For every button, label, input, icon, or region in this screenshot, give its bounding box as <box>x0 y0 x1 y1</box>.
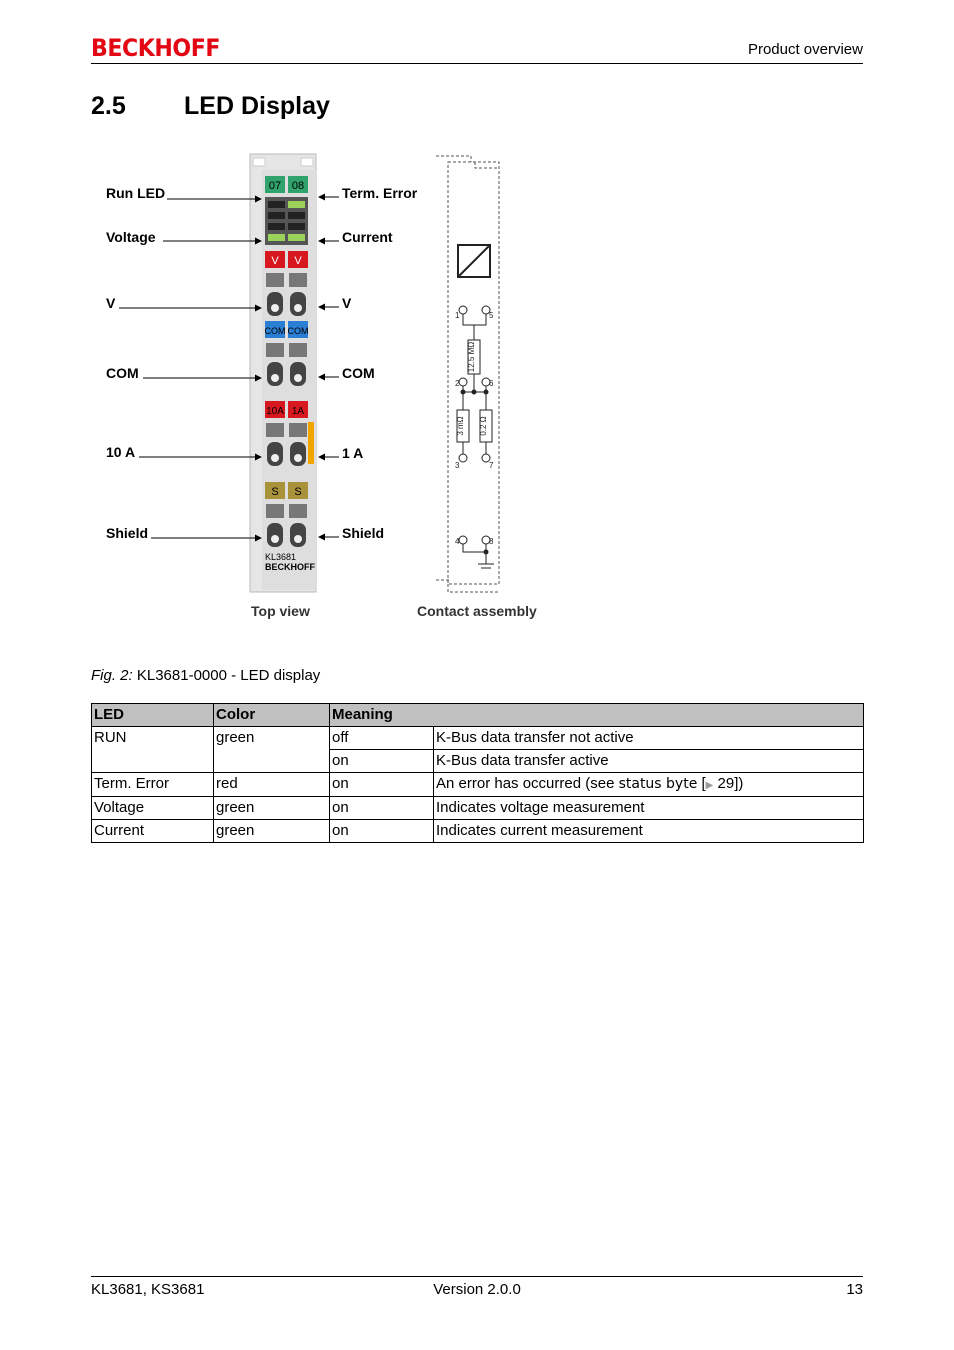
page-title <box>91 92 330 121</box>
pin-2-label: 2 <box>455 379 460 388</box>
marker-com-left: COM <box>264 326 286 336</box>
pin-8-label: 8 <box>489 537 494 546</box>
table-row <box>92 820 864 843</box>
cell-meaning: Indicates voltage measurement <box>434 797 864 820</box>
terminal-diagram <box>91 140 571 640</box>
beckhoff-logo: BECKHOFF <box>91 34 220 62</box>
led-label-08: 08 <box>291 180 305 192</box>
led-table <box>91 703 864 843</box>
label-v-right: V <box>342 295 352 311</box>
label-1a: 1 A <box>342 445 364 461</box>
meaning-text-pre: An error has occurred (see <box>436 775 619 792</box>
table-row <box>92 797 864 820</box>
label-shield-right: Shield <box>342 525 385 541</box>
section-number: 2.5 <box>91 92 126 120</box>
cell-state: on <box>330 820 434 843</box>
label-voltage: Voltage <box>106 229 156 245</box>
page-ref-open: [ <box>701 775 706 792</box>
cell-meaning: K-Bus data transfer active <box>434 750 864 773</box>
marker-s-left: S <box>271 486 279 498</box>
label-com-right: COM <box>342 365 375 381</box>
right-callouts <box>319 185 418 541</box>
pin-5-label: 5 <box>489 311 494 320</box>
header-section-title: Product overview <box>747 41 863 58</box>
resistor-0r2-label: 0.2 Ω <box>479 416 488 436</box>
led-label-07: 07 <box>268 180 282 192</box>
marker-v-left: V <box>271 255 279 267</box>
meaning-text-post: ) <box>738 775 744 792</box>
cell-meaning: Indicates current measurement <box>434 820 864 843</box>
pin-6-label: 6 <box>489 379 494 388</box>
header-meaning: Meaning <box>330 704 864 727</box>
cell-color: green <box>214 820 330 843</box>
pin-7-label: 7 <box>489 461 494 470</box>
label-run-led: Run LED <box>106 185 166 201</box>
footer-product: KL3681, KS3681 <box>91 1281 205 1298</box>
cell-led: RUN <box>92 727 214 773</box>
pin-1-label: 1 <box>455 311 460 320</box>
status-byte-link[interactable]: status byte <box>618 776 698 792</box>
page-ref-arrow-icon: ▶ <box>705 780 714 791</box>
pin-4-label: 4 <box>455 537 460 546</box>
marker-1a: 1A <box>291 406 305 417</box>
cell-state: on <box>330 773 434 797</box>
label-com-left: COM <box>106 365 139 381</box>
figure-caption <box>91 667 320 684</box>
cell-meaning: K-Bus data transfer not active <box>434 727 864 750</box>
contact-assembly <box>436 156 499 592</box>
pin-3-label: 3 <box>455 461 460 470</box>
header-color: Color <box>214 704 330 727</box>
cell-meaning <box>434 773 864 797</box>
cell-led: Current <box>92 820 214 843</box>
header-led: LED <box>92 704 214 727</box>
cell-led: Voltage <box>92 797 214 820</box>
marker-com-right: COM <box>287 326 309 336</box>
cell-state: on <box>330 797 434 820</box>
marker-s-right: S <box>294 486 302 498</box>
label-term-error: Term. Error <box>342 185 418 201</box>
section-heading: LED Display <box>184 92 330 120</box>
header-divider <box>91 63 863 64</box>
resistor-3mohm-label: 3 mΩ <box>456 416 465 436</box>
marker-10a: 10A <box>266 406 284 417</box>
marker-v-right: V <box>294 255 302 267</box>
cell-led: Term. Error <box>92 773 214 797</box>
device-model-label: KL3681 <box>265 552 297 562</box>
label-v-left: V <box>106 295 116 311</box>
page-ref-number[interactable]: 29] <box>713 775 739 792</box>
led-display-figure <box>91 140 571 640</box>
figure-caption-text: KL3681-0000 - LED display <box>136 667 321 684</box>
page-number: 13 <box>846 1281 863 1298</box>
resistor-12m5-label: 12.5 MΩ <box>467 341 476 373</box>
top-view-label: Top view <box>251 603 310 619</box>
table-row <box>92 727 864 750</box>
cell-color: red <box>214 773 330 797</box>
figure-number: Fig. 2: <box>91 667 133 684</box>
cell-state: off <box>330 727 434 750</box>
cell-state: on <box>330 750 434 773</box>
cell-color: green <box>214 727 330 773</box>
table-row <box>92 773 864 797</box>
contact-assembly-label: Contact assembly <box>417 603 537 619</box>
cell-color: green <box>214 797 330 820</box>
label-shield-left: Shield <box>106 525 149 541</box>
contact-assembly-nodes <box>461 390 489 555</box>
device-brand-label: BECKHOFF <box>265 562 315 572</box>
label-10a: 10 A <box>106 444 136 460</box>
label-current: Current <box>342 229 393 245</box>
table-header-row <box>92 704 864 727</box>
footer-version: Version 2.0.0 <box>433 1281 521 1298</box>
contact-assembly-labels <box>455 311 494 546</box>
left-callouts <box>106 185 261 541</box>
footer-divider <box>91 1276 863 1277</box>
